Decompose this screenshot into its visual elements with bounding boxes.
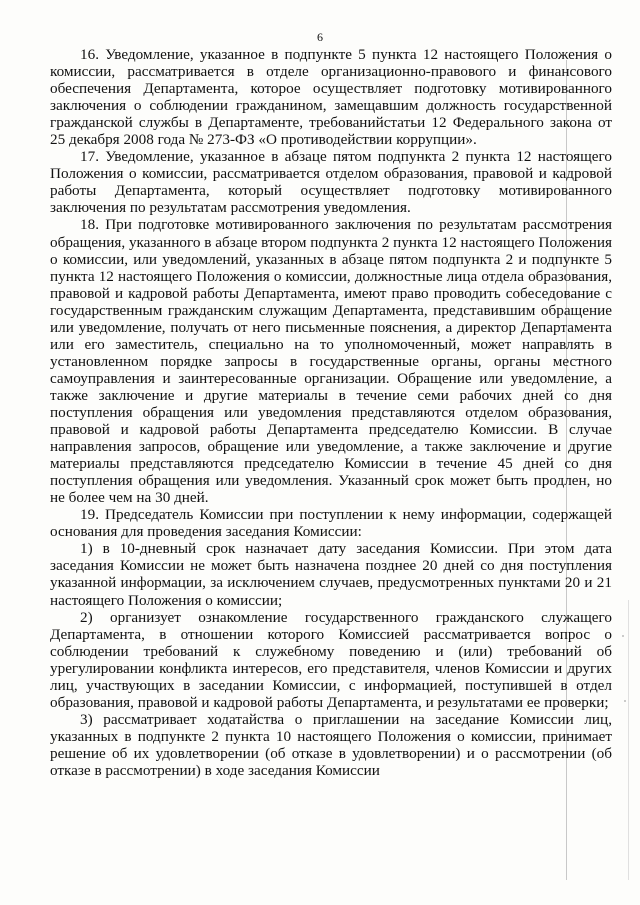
scan-speck — [624, 700, 626, 702]
page-number: 6 — [317, 30, 323, 44]
scan-artifact-line — [628, 600, 629, 880]
paragraph-18: 18. При подготовке мотивированного заключения по результатам рассмотрения обращения, указанного в абзаце втором подпункта 2 пункта 12 настоящего Положения о комиссии, или уведомлений, указанных в абзаце пятом подпункта 2 и подпункте 5 пункта 12 настоящего Положения о комиссии, должностные лица отдела образования, правовой и кадровой работы Департамента, имеют право проводить собеседование с государственным гражданским служащим Департамента, представившим обращение или уведомление, получать от него письменные пояснения, а директор Департамента или его заместитель, специально на то уполномоченный, может направлять в установленном порядке запросы в государственные органы, органы местного самоуправления и заинтересованные организации. Обращение или уведомление, а также заключение и другие материалы в течение семи рабочих дней со дня поступления обращения или уведомления представляются отделом образования, правовой и кадровой работы Департамента председателю Комиссии. В случае направления запросов, обращение или уведомление, а также заключение и другие материалы представляются председателю Комиссии в течение 45 дней со дня поступления обращения или уведомления. Указанный срок может быть продлен, но не более чем на 30 дней. — [50, 216, 612, 507]
paragraph-19: 19. Председатель Комиссии при поступлении к нему информации, содержащей основания для проведения заседания Комиссии: — [50, 506, 612, 541]
paragraph-19-item-2: 2) организует ознакомление государственного гражданского служащего Департамента, в отношении которого Комиссией рассматривается вопрос о соблюдении требований к служебному поведению и (или) требований об урегулировании конфликта интересов, его представителя, членов Комиссии и других лиц, участвующих в заседании Комиссии, с информацией, поступившей в отдел образования, правовой и кадровой работы Департамента, и результатами ее проверки; — [50, 608, 612, 711]
paragraph-16: 16. Уведомление, указанное в подпункте 5 пункта 12 настоящего Положения о комиссии, рассматривается в отделе организационно-правового и финансового обеспечения Департамента, которое осуществляет подготовку мотивированного заключения о соблюдении гражданином, замещавшим должность государственной гражданской службы в Департаменте, требованийстатьи 12 Федерального закона от 25 декабря 2008 года № 273-ФЗ «О противодействии коррупции». — [50, 46, 612, 149]
scan-speck — [622, 635, 624, 637]
document-body — [50, 46, 612, 779]
paragraph-19-item-3: 3) рассматривает ходатайства о приглашении на заседание Комиссии лиц, указанных в подпункте 2 пункта 10 настоящего Положения о комиссии, принимает решение об их удовлетворении (об отказе в удовлетворении) и о рассмотрении (об отказе в рассмотрении) в ходе заседания Комиссии — [50, 710, 612, 779]
paragraph-17: 17. Уведомление, указанное в абзаце пятом подпункта 2 пункта 12 настоящего Положения о комиссии, рассматривается отделом образования, правовой и кадровой работы Департамента, который осуществляет подготовку мотивированного заключения по результатам рассмотрения уведомления. — [50, 148, 612, 217]
paragraph-19-item-1: 1) в 10-дневный срок назначает дату заседания Комиссии. При этом дата заседания Комиссии не может быть назначена позднее 20 дней со дня поступления указанной информации, за исключением случаев, предусмотренных пунктами 20 и 21 настоящего Положения о комиссии; — [50, 540, 612, 609]
